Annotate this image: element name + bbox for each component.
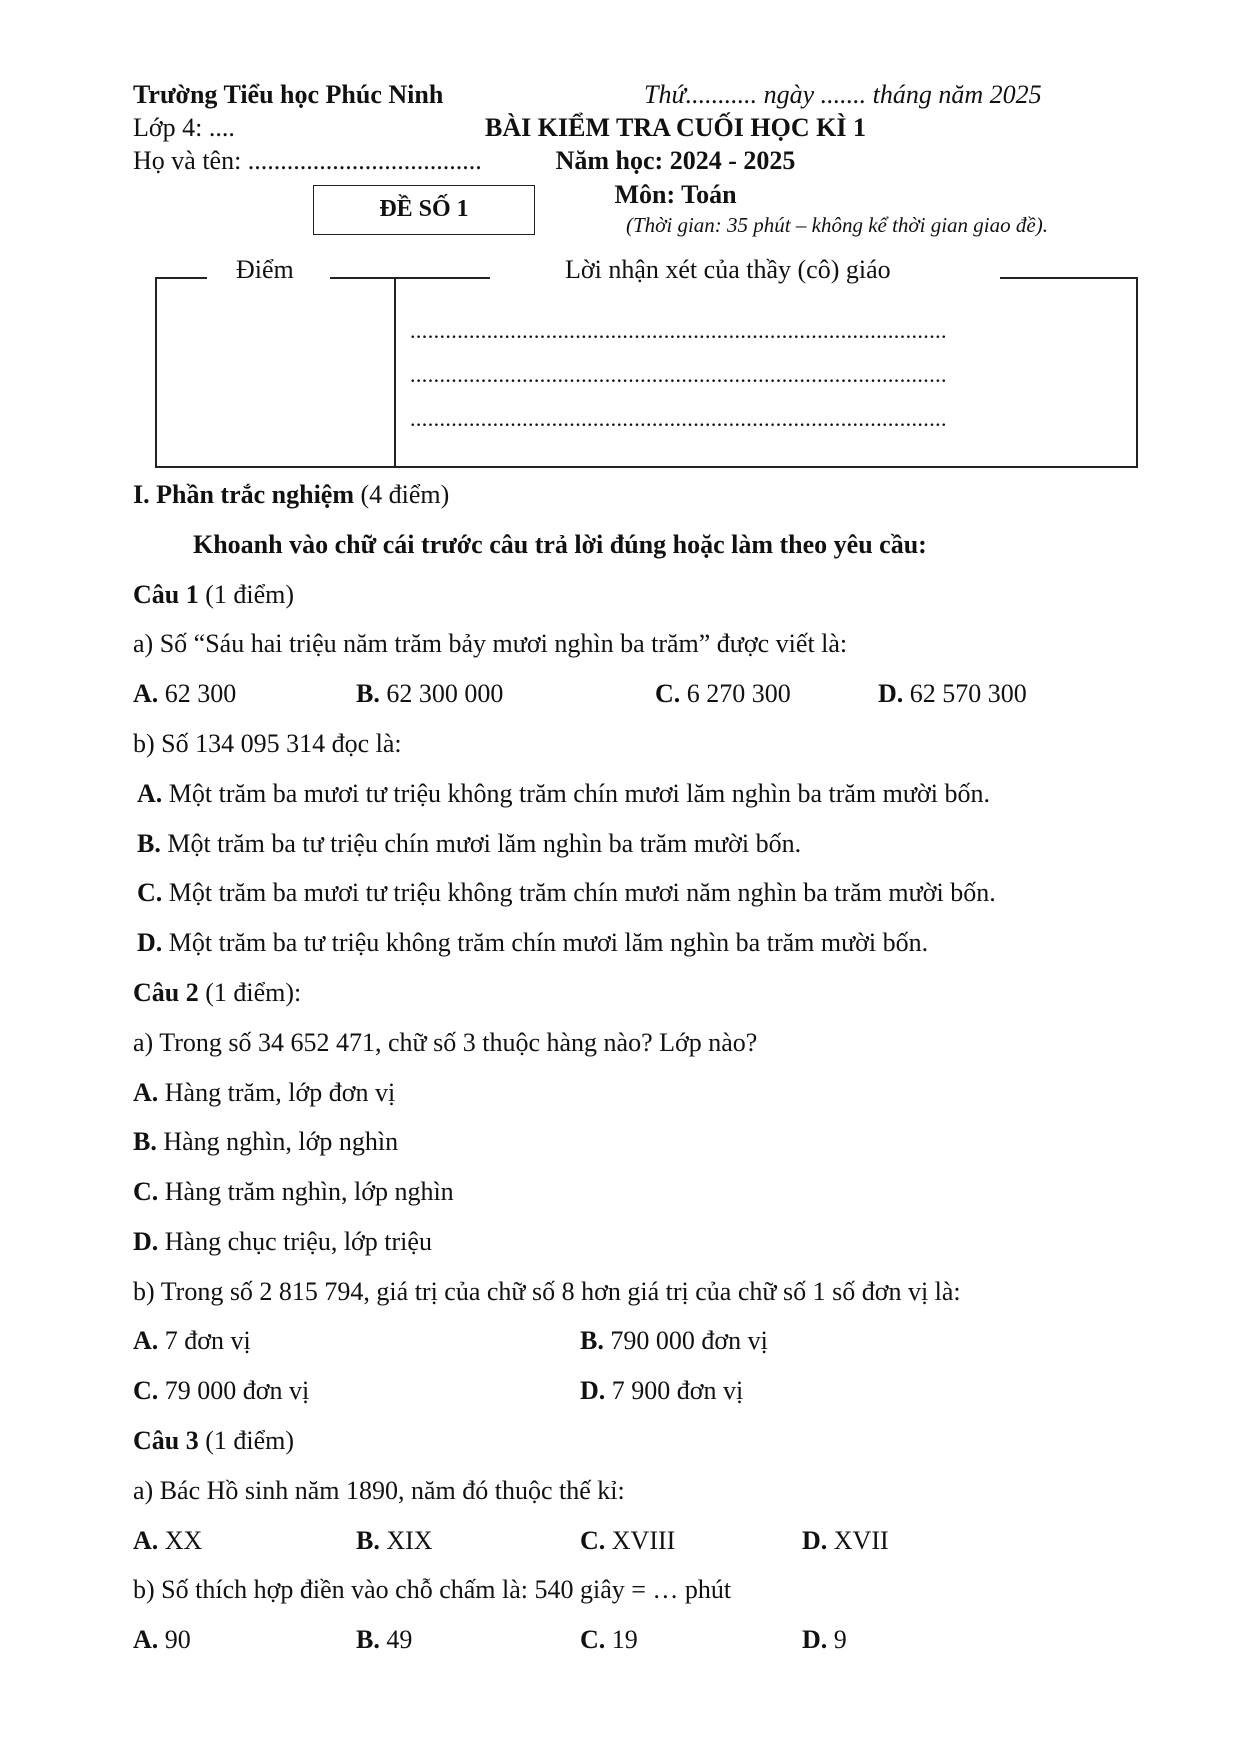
q3b-option-b[interactable]: B. 49: [356, 1625, 413, 1654]
table-left-border: [155, 277, 157, 467]
q3a-option-c[interactable]: C. XVIII: [580, 1526, 676, 1555]
q1a-option-a[interactable]: A. 62 300: [133, 679, 237, 708]
table-top-border-mid: [330, 277, 490, 279]
q1-label: Câu 1: [133, 580, 199, 609]
q3a-option-d[interactable]: D. XVII: [802, 1526, 889, 1555]
q1b-option-d[interactable]: D. Một trăm ba tư triệu không trăm chín mươi lăm nghìn ba trăm mười bốn.: [137, 928, 929, 957]
section-1-title: I. Phần trắc nghiệm: [133, 480, 354, 509]
q3-points: (1 điểm): [198, 1426, 295, 1455]
q2b-option-c[interactable]: C. 79 000 đơn vị: [133, 1376, 310, 1405]
exam-title: BÀI KIỂM TRA CUỐI HỌC KÌ 1: [485, 113, 866, 142]
table-right-border: [1136, 277, 1138, 467]
school-year: Năm học: 2024 - 2025: [555, 146, 796, 175]
q2a-option-a[interactable]: A. Hàng trăm, lớp đơn vị: [133, 1078, 396, 1107]
comment-line-2: ...........................................................................................: [410, 362, 947, 387]
q3-heading: [133, 1426, 294, 1456]
school-name: Trường Tiểu học Phúc Ninh: [133, 80, 444, 109]
q3a-option-b[interactable]: B. XIX: [356, 1526, 433, 1555]
table-top-border-left: [155, 277, 207, 279]
table-divider: [394, 277, 396, 467]
q3b-option-d[interactable]: D. 9: [802, 1625, 847, 1654]
q3b-text: b) Số thích hợp điền vào chỗ chấm là: 540 giây = … phút: [133, 1575, 732, 1604]
q3-label: Câu 3: [133, 1426, 199, 1455]
q2a-option-c[interactable]: C. Hàng trăm nghìn, lớp nghìn: [133, 1177, 454, 1206]
q2a-text: a) Trong số 34 652 471, chữ số 3 thuộc hàng nào? Lớp nào?: [133, 1028, 758, 1057]
table-bottom-border: [155, 466, 1138, 468]
q1b-option-b[interactable]: B. Một trăm ba tư triệu chín mươi lăm nghìn ba trăm mười bốn.: [137, 829, 802, 858]
q2a-option-b[interactable]: B. Hàng nghìn, lớp nghìn: [133, 1127, 399, 1156]
q3a-option-a[interactable]: A. XX: [133, 1526, 203, 1555]
q1b-text: b) Số 134 095 314 đọc là:: [133, 729, 402, 758]
comment-line-3: ...........................................................................................: [410, 406, 947, 431]
exam-code: ĐỀ SỐ 1: [379, 196, 469, 222]
q3b-option-c[interactable]: C. 19: [580, 1625, 638, 1654]
q3a-text: a) Bác Hồ sinh năm 1890, năm đó thuộc thế kỉ:: [133, 1476, 625, 1505]
q2b-text: b) Trong số 2 815 794, giá trị của chữ số 8 hơn giá trị của chữ số 1 số đơn vị là:: [133, 1277, 961, 1306]
q1-heading: [133, 580, 294, 610]
score-label: Điểm: [236, 255, 294, 284]
q2b-option-b[interactable]: B. 790 000 đơn vị: [580, 1326, 768, 1355]
section-1-heading: [133, 480, 449, 510]
table-top-border-right: [1000, 277, 1137, 279]
q2a-option-d[interactable]: D. Hàng chục triệu, lớp triệu: [133, 1227, 432, 1256]
q1a-option-d[interactable]: D. 62 570 300: [878, 679, 1027, 708]
comment-line-1: ...........................................................................................: [410, 318, 947, 343]
q2b-option-d[interactable]: D. 7 900 đơn vị: [580, 1376, 744, 1405]
q1a-option-b[interactable]: B. 62 300 000: [356, 679, 504, 708]
q1a-option-c[interactable]: C. 6 270 300: [655, 679, 791, 708]
q1-points: (1 điểm): [198, 580, 295, 609]
q2-points: (1 điểm):: [198, 978, 302, 1007]
q2-heading: [133, 978, 301, 1008]
student-name-line: Họ và tên: ....................................: [133, 146, 482, 175]
comment-label: Lời nhận xét của thầy (cô) giáo: [565, 255, 891, 284]
q1a-text: a) Số “Sáu hai triệu năm trăm bảy mươi nghìn ba trăm” được viết là:: [133, 629, 848, 658]
subject: Môn: Toán: [614, 180, 737, 209]
q3b-option-a[interactable]: A. 90: [133, 1625, 191, 1654]
instruction: Khoanh vào chữ cái trước câu trả lời đúng hoặc làm theo yêu cầu:: [193, 530, 927, 559]
time-note: (Thời gian: 35 phút – không kể thời gian giao đề).: [626, 213, 1048, 237]
date-line: Thứ........... ngày ....... tháng năm 2025: [644, 80, 1042, 109]
q2-label: Câu 2: [133, 978, 199, 1007]
section-1-points: (4 điểm): [354, 480, 450, 509]
q1b-option-c[interactable]: C. Một trăm ba mươi tư triệu không trăm chín mươi năm nghìn ba trăm mười bốn.: [137, 878, 996, 907]
q1b-option-a[interactable]: A. Một trăm ba mươi tư triệu không trăm chín mươi lăm nghìn ba trăm mười bốn.: [137, 779, 990, 808]
class-line: Lớp 4: ....: [133, 113, 235, 142]
q2b-option-a[interactable]: A. 7 đơn vị: [133, 1326, 251, 1355]
